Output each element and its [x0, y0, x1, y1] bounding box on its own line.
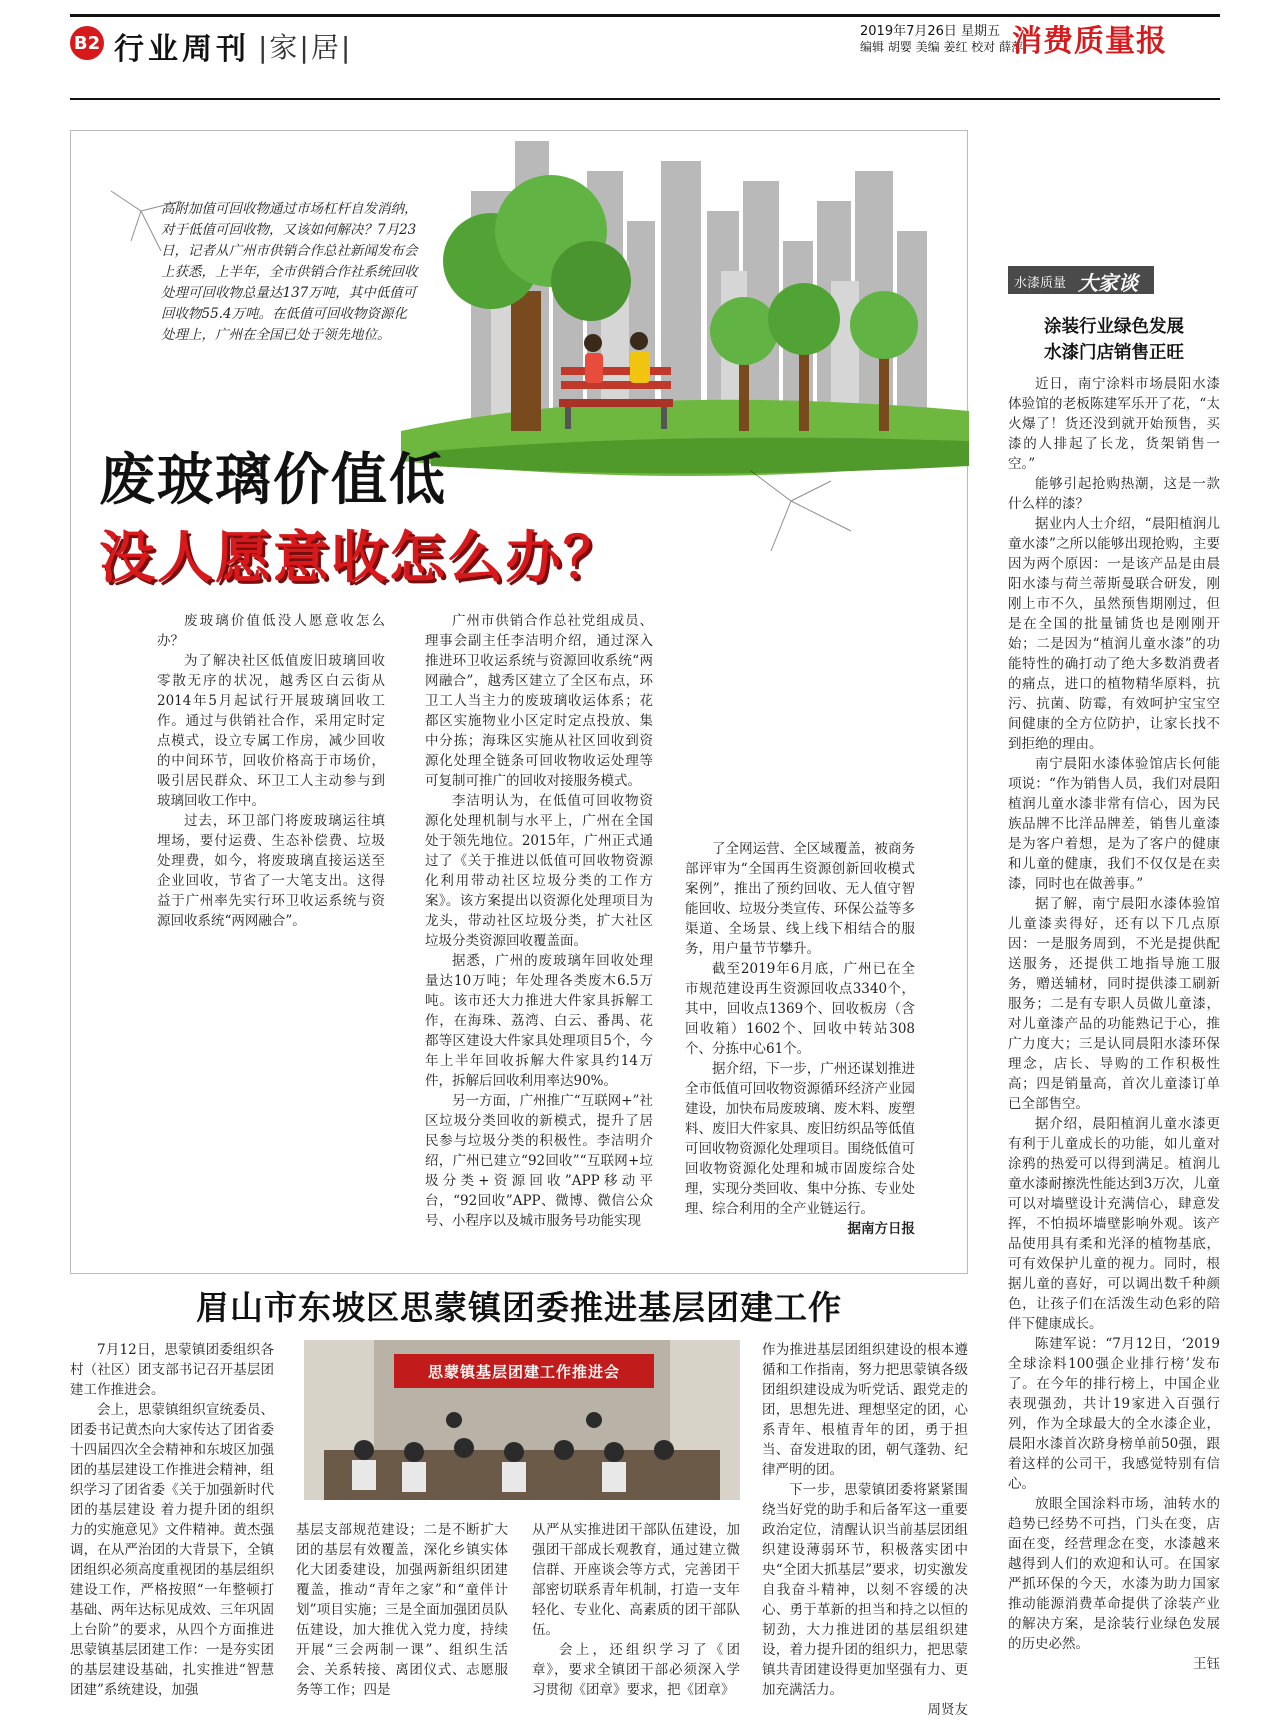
- paragraph: 陈建军说：“7月12日，‘2019全球涂料100强企业排行榜’发布了。在今年的排行榜上，中国企业表现强劲，共计19家进入百强行列，作为全球最大的全水漆企业，晨阳水漆首次跻身榜单前50强，跟着这样的公司干，我感觉特别有信心。: [1008, 1336, 1220, 1492]
- paragraph: 据介绍，晨阳植润儿童水漆更有利于儿童成长的功能，如儿童对涂鸦的热爱可以得到满足。植润儿童水漆耐擦洗性能达到3万次，儿童可以对墙壁设计充满信心，肆意发挥，不怕损坏墙壁影响外观。该产品使用具有柔和光泽的植物基底，可有效保护儿童的视力。同时，根据儿童的喜好，可以调出数千种颜色，让孩子们在活泼生动色彩的陪伴下健康成长。: [1008, 1116, 1220, 1332]
- paragraph: 据了解，南宁晨阳水漆体验馆儿童漆卖得好，还有以下几点原因：一是服务周到，不光是提供配送服务，还提供工地指导施工服务，赠送辅材，同时提供漆工刷新服务；二是有专职人员做儿童漆，对儿童漆产品的功能熟记于心，推广力度大；三是认同晨阳水漆环保理念，店长、导购的工作积极性高；四是销量高，首次儿童漆订单已全部售空。: [1008, 896, 1220, 1112]
- feature-article: [70, 130, 968, 1274]
- paragraph: 7月12日，思蒙镇团委组织各村（社区）团支部书记召开基层团建工作推进会。: [70, 1342, 274, 1398]
- paragraph: 另一方面，广州推广“互联网+”社区垃圾分类回收的新模式，提升了居民参与垃圾分类的积极性。李洁明介绍，广州已建立“92回收”“互联网+垃圾分类+资源回收”APP移动平台，“92回收”APP、微博、微信公众号、小程序以及城市服务号功能实现: [425, 1093, 653, 1229]
- sidebar-headline-line-1: 涂装行业绿色发展: [1044, 317, 1184, 337]
- editor-credits: 编辑 胡婴 美编 姜红 校对 薛萍: [860, 40, 1024, 54]
- feature-column-1: [157, 611, 385, 931]
- article2-column-3: [532, 1520, 740, 1700]
- paragraph: 放眼全国涂料市场，油转水的趋势已经势不可挡，门头在变，店面在变，经营理念在变，水漆越来越得到人们的欢迎和认可。在国家严抓环保的今天，水漆为助力国家推动能源消费革命提供了涂装产业的解决方案，是涂装行业绿色发展的历史必然。: [1008, 1496, 1220, 1652]
- paragraph: 过去，环卫部门将废玻璃运往填埋场，要付运费、生态补偿费、垃圾处理费，如今，将废玻璃直接运送至企业回收，节省了一大笔支出。这得益于广州率先实行环卫收运系统与资源回收系统“两网融合”。: [157, 813, 385, 929]
- headline-line-2: 没人愿意收怎么办？: [99, 526, 621, 591]
- paragraph: 了全网运营、全区域覆盖，被商务部评审为“全国再生资源创新回收模式案例”，推出了预约回收、无人值守智能回收、垃圾分类宣传、环保公益等多渠道、全场景、线上线下相结合的服务，用户量节节攀升。: [685, 841, 915, 957]
- paragraph: 为了解决社区低值废旧玻璃回收零散无序的状况，越秀区白云街从2014年5月起试行开展玻璃回收工作。通过与供销社合作，采用定时定点模式，设立专属工作房，减少回收的中间环节，回收价格高于市场价，吸引居民群众、环卫工人主动参与到玻璃回收工作中。: [157, 653, 385, 809]
- paragraph: 基层支部规范建设；二是不断扩大团的基层有效覆盖，深化乡镇实体化大团委建设，加强两新组织团建覆盖，推动“青年之家”和“童伴计划”项目实施；三是全面加强团员队伍建设，加大推优入党力度，持续开展“三会两制一课”、组织生活会、关系转接、离团仪式、志愿服务等工作；四是: [296, 1522, 508, 1698]
- article2-headline: 眉山市东坡区思蒙镇团委推进基层团建工作: [196, 1288, 842, 1327]
- feature-column-3: [685, 839, 915, 1239]
- paragraph: 从严从实推进团干部队伍建设，加强团干部成长观教育，通过建立微信群、开座谈会等方式，完善团干部密切联系青年机制，打造一支年轻化、专业化、高素质的团干部队伍。: [532, 1522, 740, 1638]
- masthead-rule: [70, 98, 1220, 100]
- paragraph: 废玻璃价值低没人愿意收怎么办？: [157, 613, 385, 649]
- paragraph: 作为推进基层团组织建设的根本遵循和工作指南，努力把思蒙镇各级团组织建设成为听党话、跟党走的团，思想先进、理想坚定的团，心系青年、根植青年的团，勇于担当、奋发进取的团，朝气蓬勃、纪律严明的团。: [762, 1342, 968, 1478]
- sidebar-body: [1008, 374, 1220, 1674]
- article2-column-4: [762, 1340, 968, 1720]
- page-number-badge: B2: [70, 26, 104, 60]
- paragraph: 据业内人士介绍，“晨阳植润儿童水漆”之所以能够出现抢购，主要因为两个原因：一是该产品是由晨阳水漆与荷兰蒂斯曼联合研发，刚刚上市不久，虽然预售期刚过，但是在全国的批量铺货也是刚刚开始；二是因为“植润儿童水漆”的功能特性的确打动了绝大多数消费者的痛点，进口的植物精华原料，抗污、抗菌、防霉，有效呵护宝宝空间健康的全方位防护，让家长找不到拒绝的理由。: [1008, 516, 1220, 752]
- headline-line-1: 废玻璃价值低: [99, 448, 447, 513]
- source-credit: 据南方日报: [847, 1221, 915, 1237]
- section-name: 行业周刊: [114, 32, 250, 67]
- paragraph: 会上，思蒙镇组织宣统委员、团委书记黄杰向大家传达了团省委十四届四次全会精神和东坡区加强团的基层建设工作推进会精神，组织学习了团省委《关于加强新时代团的基层建设 着力提升团的组织力的实施意见》文件精神。黄杰强调，在从严治团的大背景下，全镇团组织必须高度重视团的基层组织建设工作，严格按照“一年整顿打基础、两年达标见成效、三年巩固上台阶”的要求，从四个方面推进思蒙镇基层团建工作：一是夯实团的基层建设基础，扎实推进“智慧团建”系统建设，加强: [70, 1402, 274, 1698]
- meeting-banner: 思蒙镇基层团建工作推进会: [394, 1354, 654, 1388]
- sidebar-headline: [1008, 314, 1220, 366]
- column-tag: [1008, 266, 1154, 294]
- column-tag-label: 水漆质量: [1014, 276, 1067, 291]
- paragraph: 南宁晨阳水漆体验馆店长何能项说：“作为销售人员，我们对晨阳植润儿童水漆非常有信心，因为民族品牌不比洋品牌差，销售儿童漆是为客户着想，是为了客户的健康和儿童的健康，我们不仅仅是在卖漆，同时也在做善事。”: [1008, 756, 1220, 892]
- paragraph: 李洁明认为，在低值可回收物资源化处理机制与水平上，广州在全国处于领先地位。2015年，广州正式通过了《关于推进以低值可回收物资源化利用带动社区垃圾分类的工作方案》。该方案提出以资源化处理项目为龙头，带动社区垃圾分类，扩大社区垃圾分类资源回收覆盖面。: [425, 793, 653, 949]
- paragraph: 下一步，思蒙镇团委将紧紧围绕当好党的助手和后备军这一重要政治定位，清醒认识当前基层团组织建设薄弱环节，积极落实团中央“全团大抓基层”要求，切实激发自我奋斗精神，以刻不容缓的决心、勇于革新的担当和持之以恒的韧劲，大力推进团的基层组织建设，着力提升团的组织力，把思蒙镇共青团建设得更加坚强有力、更加充满活力。: [762, 1482, 968, 1698]
- meeting-photo: [304, 1340, 740, 1500]
- paragraph: 广州市供销合作总社党组成员、理事会副主任李洁明介绍，通过深入推进环卫收运系统与资源回收系统“两网融合”，越秀区建立了全区布点，环卫工人当主力的废玻璃收运体系；花都区实施物业小区定时定点投放、集中分拣；海珠区实施从社区回收到资源化处理全链条可回收物收运处理等可复制可推广的回收对接服务模式。: [425, 613, 653, 789]
- paper-logo: 消费质量报: [1012, 24, 1167, 59]
- article2-column-1: [70, 1340, 274, 1700]
- paragraph: 据悉，广州的废玻璃年回收处理量达10万吨；年处理各类废木6.5万吨。该市还大力推进大件家具拆解工作，在海珠、荔湾、白云、番禺、花都等区建设大件家具处理项目5个，今年上半年回收拆解大件家具约14万件，拆解后回收利用率达90%。: [425, 953, 653, 1089]
- column-tag-calligraphy: 大家谈: [1078, 271, 1138, 295]
- sidebar-headline-line-2: 水漆门店销售正旺: [1044, 343, 1184, 363]
- byline: 王钰: [1193, 1656, 1220, 1672]
- byline: 周贤友: [927, 1702, 968, 1718]
- paragraph: 会上，还组织学习了《团章》，要求全镇团干部必须深入学习贯彻《团章》要求，把《团章》: [532, 1642, 740, 1698]
- paragraph: 近日，南宁涂料市场晨阳水漆体验馆的老板陈建军乐开了花，“太火爆了！货还没到就开始预售，买漆的人排起了长龙，货架销售一空。”: [1008, 376, 1220, 472]
- feature-column-2: [425, 611, 653, 1231]
- paragraph: 截至2019年6月底，广州已在全市规范建设再生资源回收点3340个，其中，回收点1369个、回收板房（含回收箱）1602个、回收中转站308个、分拣中心61个。: [685, 961, 915, 1057]
- lede-paragraph: 高附加值可回收物通过市场杠杆自发消纳，对于低值可回收物，又该如何解决？7月23日，记者从广州市供销合作总社新闻发布会上获悉，上半年，全市供销合作社系统回收处理可回收物总量达137万吨，其中低值可回收物55.4万吨。在低值可回收物资源化处理上，广州在全国已处于领先地位。: [161, 201, 418, 343]
- paragraph: 能够引起抢购热潮，这是一款什么样的漆？: [1008, 476, 1220, 512]
- subsection-name: |家|居|: [258, 31, 353, 64]
- masthead: [70, 14, 1220, 100]
- article2-column-2: [296, 1520, 508, 1700]
- issue-date: 2019年7月26日 星期五: [860, 24, 1001, 39]
- paragraph: 据介绍，下一步，广州还谋划推进全市低值可回收物资源循环经济产业园建设，加快布局废玻璃、废木料、废塑料、废旧大件家具、废旧纺织品等低值可回收物资源化处理项目。围绕低值可回收物资源化处理和城市固废综合处理，实现分类回收、集中分拣、专业处理、综合利用的全产业链运行。: [685, 1061, 915, 1217]
